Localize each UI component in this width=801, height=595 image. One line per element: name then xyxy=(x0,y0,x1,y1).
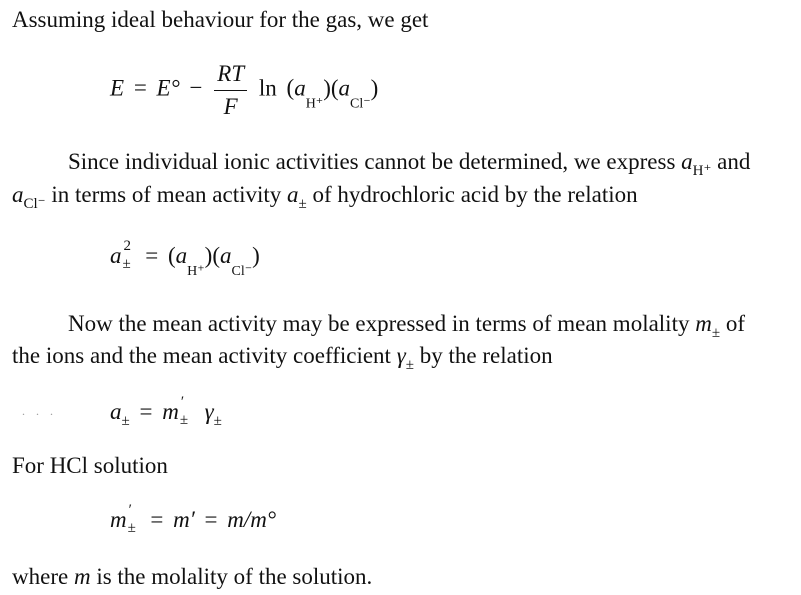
eq1-minus: − xyxy=(189,75,203,101)
equation-activity-relation xyxy=(110,394,222,430)
p5-text1: where xyxy=(12,564,74,589)
eq2-a1: a xyxy=(175,243,188,268)
paragraph-intro xyxy=(12,6,428,34)
eq1-equals: = xyxy=(133,75,147,101)
eq1-open: ( xyxy=(286,75,295,101)
eq3-supsub xyxy=(179,394,193,428)
eq3-gamma-sub: ± xyxy=(213,413,222,429)
paragraph-where xyxy=(12,563,372,591)
eq2-sup: 2 xyxy=(123,238,131,254)
intro-text: Assuming ideal behaviour for the gas, we get xyxy=(12,7,429,32)
eq2-sub2: Cl⁻ xyxy=(231,264,253,279)
paragraph-molality-line1 xyxy=(68,310,745,342)
eq2-sub1: H⁺ xyxy=(187,264,205,279)
p2-aCl-sub: Cl⁻ xyxy=(23,196,46,212)
p5-m: m xyxy=(73,564,91,589)
hcl-text: For HCl solution xyxy=(12,453,168,478)
p5-text2: is the molality of the solution. xyxy=(90,564,373,589)
eq1-a1: a xyxy=(294,75,306,101)
eq2-equals: = xyxy=(145,243,159,268)
paragraph-hcl xyxy=(12,452,168,480)
p3-text1: Now the mean activity may be expressed in terms of mean molality xyxy=(68,311,696,336)
p2-text4: of hydrochloric acid by the relation xyxy=(306,182,638,207)
eq2-supsub xyxy=(122,238,136,272)
eq1-a2: a xyxy=(338,75,351,101)
eq3-a-sub: ± xyxy=(121,413,130,429)
p2-aH-sub: H⁺ xyxy=(692,163,712,179)
scan-speckles: . . . xyxy=(22,404,57,418)
p3-text2: of xyxy=(720,311,745,336)
eq1-fraction xyxy=(214,60,247,120)
equation-hcl-molality xyxy=(110,502,277,536)
p2-text2: and xyxy=(711,149,751,174)
eq2-mid: )( xyxy=(204,243,220,268)
eq4-supsub xyxy=(127,502,141,536)
eq4-equals2: = xyxy=(204,507,218,532)
p2-apm-sub: ± xyxy=(298,196,307,212)
p3-gamma-sub: ± xyxy=(405,357,415,373)
p3-gamma: γ xyxy=(396,343,406,368)
eq4-m: m xyxy=(110,507,127,532)
eq3-m: m xyxy=(162,399,179,424)
paragraph-activities-line2 xyxy=(12,181,638,213)
p3-m-sub: ± xyxy=(711,325,721,341)
eq1-denominator: F xyxy=(223,93,238,119)
equation-mean-activity xyxy=(110,238,260,281)
p2-text3: in terms of mean activity xyxy=(45,182,288,207)
eq2-open: ( xyxy=(167,243,176,268)
eq1-lhs: E xyxy=(110,75,125,101)
eq3-a: a xyxy=(110,399,122,424)
eq2-a2: a xyxy=(219,243,232,268)
eq3-equals: = xyxy=(139,399,153,424)
eq1-sub2: Cl⁻ xyxy=(350,96,371,112)
eq1-e0: E° xyxy=(156,75,180,101)
paragraph-molality-line2 xyxy=(12,342,553,374)
eq4-prime: ′ xyxy=(128,502,132,518)
eq1-close: ) xyxy=(370,75,379,101)
eq1-numerator: RT xyxy=(214,60,247,91)
p2-aH: a xyxy=(681,149,693,174)
eq2-a: a xyxy=(110,243,122,268)
eq3-prime: ′ xyxy=(180,394,185,410)
eq2-close: ) xyxy=(252,243,260,268)
p3-m: m xyxy=(695,311,712,336)
eq1-sub1: H⁺ xyxy=(305,96,324,112)
eq1-mid: )( xyxy=(323,75,339,101)
paragraph-activities-line1 xyxy=(68,148,750,180)
p2-aCl: a xyxy=(12,182,24,207)
eq1-ln: ln xyxy=(258,75,277,101)
eq4-sub: ± xyxy=(127,520,136,536)
p2-text1: Since individual ionic activities cannot be determined, we express xyxy=(68,149,682,174)
equation-nernst xyxy=(110,60,378,120)
eq3-m-sub: ± xyxy=(179,412,189,428)
eq4-m2: m′ xyxy=(173,507,195,532)
p3-text4: by the relation xyxy=(414,343,553,368)
eq4-equals1: = xyxy=(150,507,164,532)
eq2-sub: ± xyxy=(122,256,131,272)
eq3-gamma: γ xyxy=(204,399,214,424)
p2-apm: a xyxy=(287,182,299,207)
eq4-rhs: m/m° xyxy=(227,507,277,532)
p3-text3: the ions and the mean activity coefficient xyxy=(12,343,397,368)
